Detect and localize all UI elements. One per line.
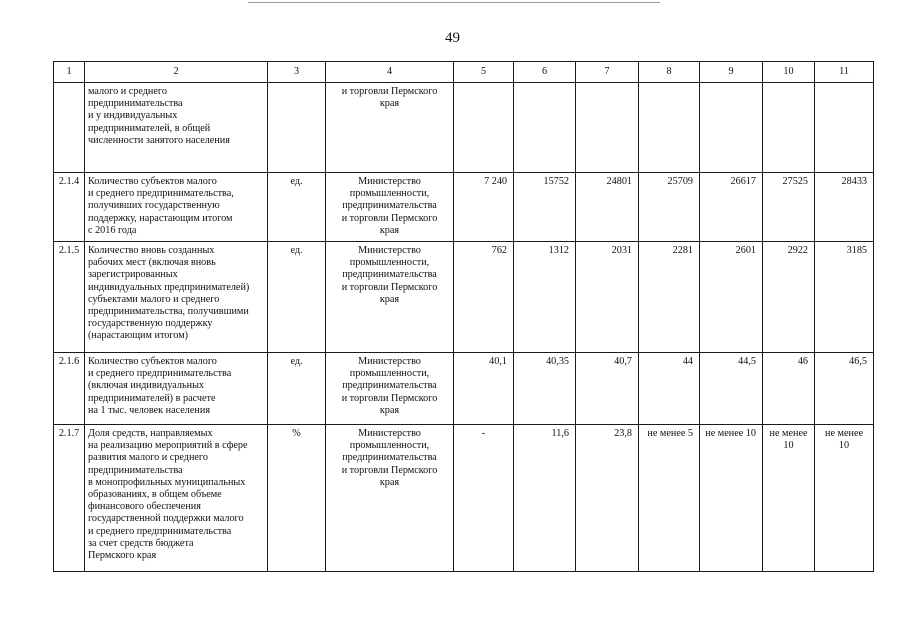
value-cell: 2031: [576, 242, 639, 353]
value-cell: не менее 10: [815, 425, 874, 572]
column-header: 8: [639, 62, 700, 83]
value-cell: 44: [639, 353, 700, 425]
row-number: [54, 83, 85, 173]
column-header: 9: [700, 62, 763, 83]
indicator-name: Количество вновь созданных рабочих мест (включая вновь зарегистрированных индивидуальных предпринимателей) субъектами малого и среднего предпринимательства, получившими государственную поддержку (нарастающим итогом): [85, 242, 268, 353]
indicators-table: [53, 61, 874, 572]
column-header: 1: [54, 62, 85, 83]
value-cell: [763, 83, 815, 173]
value-cell: не менее 10: [763, 425, 815, 572]
value-cell: -: [454, 425, 514, 572]
value-cell: [576, 83, 639, 173]
column-header: 3: [268, 62, 326, 83]
value-cell: 46,5: [815, 353, 874, 425]
value-cell: 2922: [763, 242, 815, 353]
unit-cell: %: [268, 425, 326, 572]
value-cell: 23,8: [576, 425, 639, 572]
unit-cell: [268, 83, 326, 173]
value-cell: 28433: [815, 173, 874, 242]
page-number: 49: [445, 30, 460, 46]
value-cell: 25709: [639, 173, 700, 242]
value-cell: 46: [763, 353, 815, 425]
value-cell: [815, 83, 874, 173]
value-cell: 26617: [700, 173, 763, 242]
column-number-row: [54, 62, 874, 83]
column-header: 5: [454, 62, 514, 83]
column-header: 2: [85, 62, 268, 83]
responsible-org: Министерство промышленности, предпринимательства и торговли Пермского края: [326, 425, 454, 572]
row-number: 2.1.4: [54, 173, 85, 242]
column-header: 6: [514, 62, 576, 83]
unit-cell: ед.: [268, 173, 326, 242]
value-cell: [454, 83, 514, 173]
responsible-org: Министерство промышленности, предпринимательства и торговли Пермского края: [326, 173, 454, 242]
row-number: 2.1.6: [54, 353, 85, 425]
value-cell: 40,7: [576, 353, 639, 425]
column-header: 11: [815, 62, 874, 83]
value-cell: 2281: [639, 242, 700, 353]
value-cell: 762: [454, 242, 514, 353]
indicator-name: Количество субъектов малого и среднего предпринимательства, получивших государственную поддержку, нарастающим итогом с 2016 года: [85, 173, 268, 242]
value-cell: 11,6: [514, 425, 576, 572]
unit-cell: ед.: [268, 353, 326, 425]
indicator-name: Доля средств, направляемых на реализацию мероприятий в сфере развития малого и среднего предпринимательства в монопрофильных муниципальных образованиях, в общем объеме финансового обеспечения государственной поддержки малого и среднего предпринимательства за счет средств бюджета Пермского края: [85, 425, 268, 572]
column-header: 4: [326, 62, 454, 83]
table-row: [54, 173, 874, 242]
value-cell: 27525: [763, 173, 815, 242]
value-cell: 15752: [514, 173, 576, 242]
table-row: [54, 425, 874, 572]
value-cell: [514, 83, 576, 173]
value-cell: 1312: [514, 242, 576, 353]
value-cell: [639, 83, 700, 173]
column-header: 7: [576, 62, 639, 83]
indicator-name: Количество субъектов малого и среднего предпринимательства (включая индивидуальных предпринимателей) в расчете на 1 тыс. человек населения: [85, 353, 268, 425]
value-cell: не менее 5: [639, 425, 700, 572]
value-cell: 40,1: [454, 353, 514, 425]
value-cell: 7 240: [454, 173, 514, 242]
value-cell: 44,5: [700, 353, 763, 425]
value-cell: 24801: [576, 173, 639, 242]
value-cell: 40,35: [514, 353, 576, 425]
row-number: 2.1.7: [54, 425, 85, 572]
table-row: [54, 353, 874, 425]
value-cell: [700, 83, 763, 173]
table-row: [54, 83, 874, 173]
column-header: 10: [763, 62, 815, 83]
unit-cell: ед.: [268, 242, 326, 353]
value-cell: не менее 10: [700, 425, 763, 572]
responsible-org: и торговли Пермского края: [326, 83, 454, 173]
table-row: [54, 242, 874, 353]
responsible-org: Министерство промышленности, предпринимательства и торговли Пермского края: [326, 353, 454, 425]
value-cell: 2601: [700, 242, 763, 353]
row-number: 2.1.5: [54, 242, 85, 353]
value-cell: 3185: [815, 242, 874, 353]
responsible-org: Министерство промышленности, предпринимательства и торговли Пермского края: [326, 242, 454, 353]
top-rule: [248, 2, 660, 3]
indicator-name: малого и среднего предпринимательства и у индивидуальных предпринимателей, в общей численности занятого населения: [85, 83, 268, 173]
